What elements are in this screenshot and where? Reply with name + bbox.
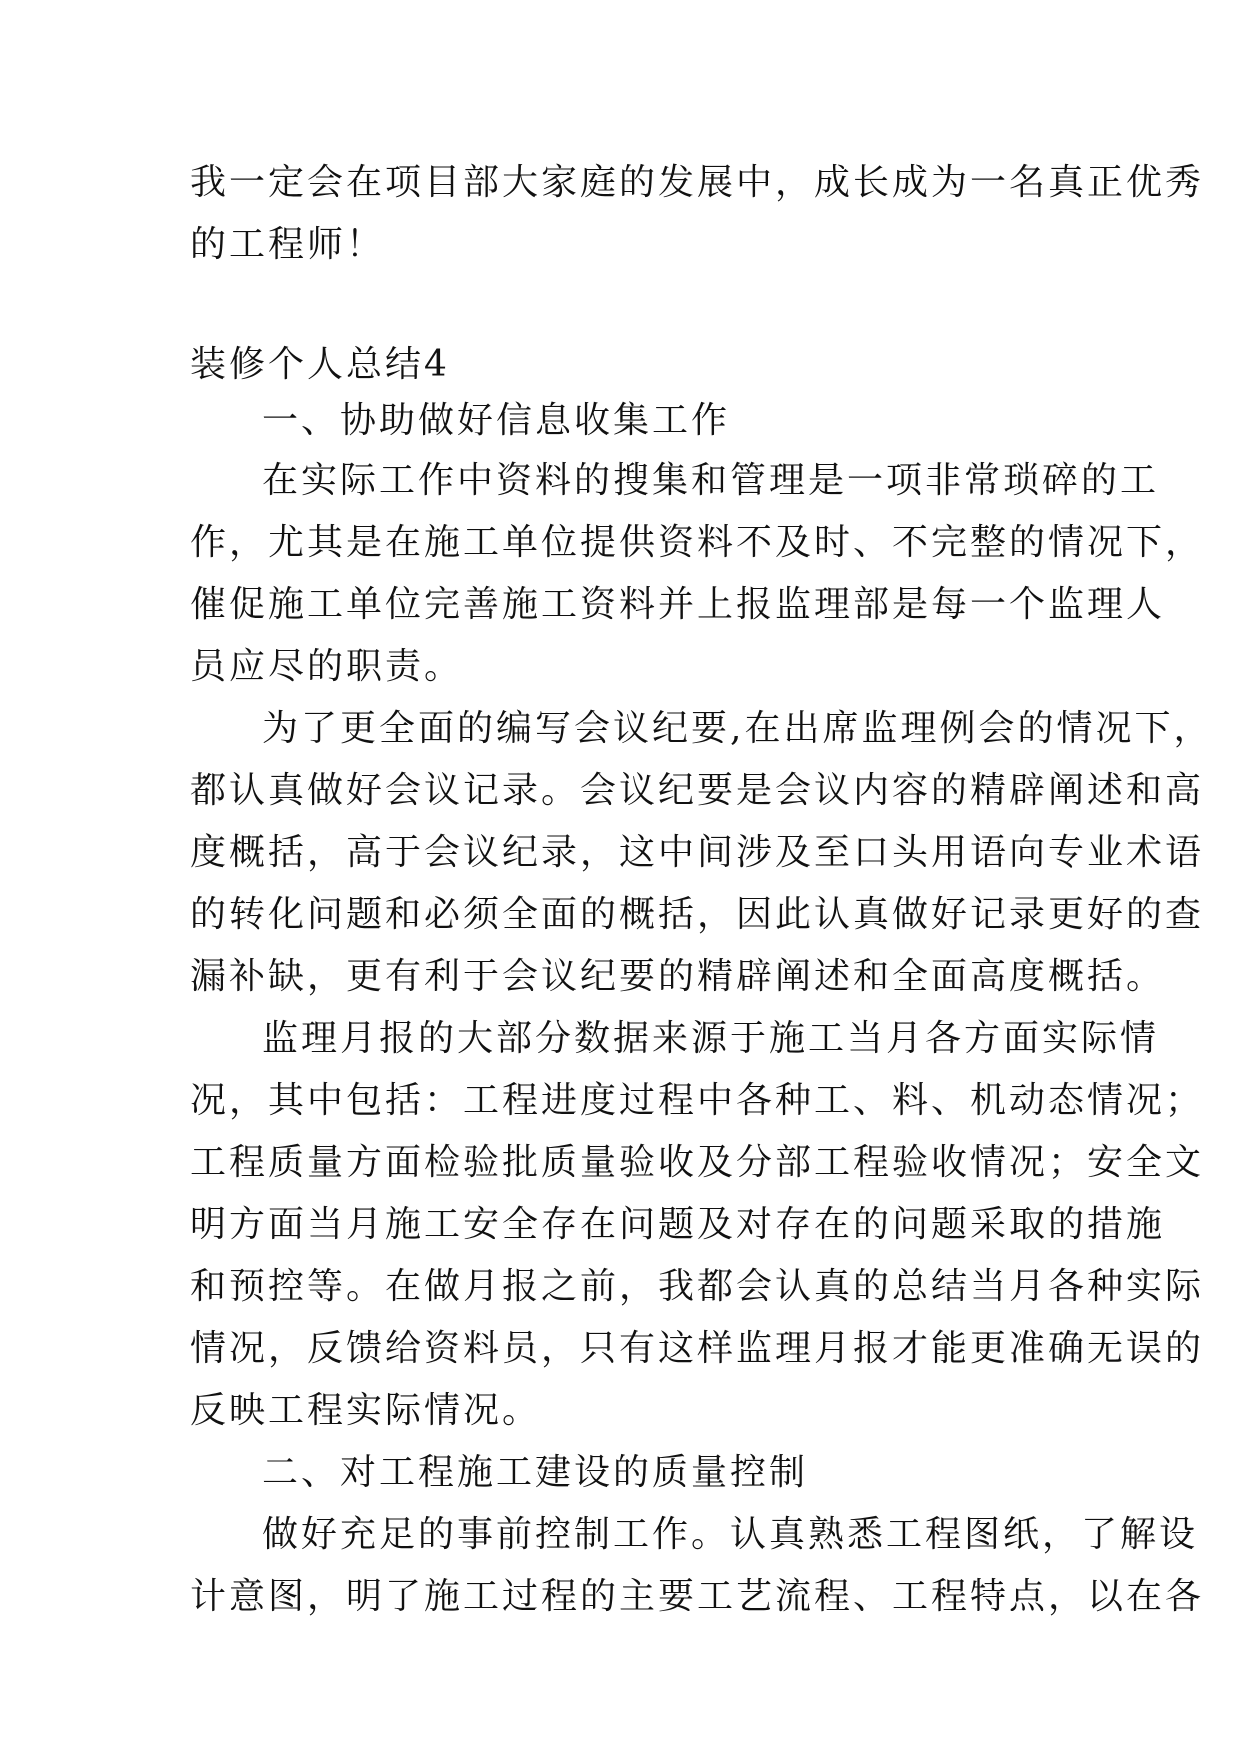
text-line: 计意图，明了施工过程的主要工艺流程、工程特点，以在各 bbox=[190, 1576, 1205, 1617]
text-line: 的工程师！ bbox=[190, 224, 386, 265]
paragraph-2 bbox=[190, 698, 1213, 1008]
text-line: 做好充足的事前控制工作。认真熟悉工程图纸，了解设 bbox=[262, 1514, 1199, 1555]
text-line: 度概括，高于会议纪录，这中间涉及至口头用语向专业术语 bbox=[190, 832, 1205, 873]
text-line: 员应尽的职责。 bbox=[190, 646, 464, 687]
text-line: 和预控等。在做月报之前，我都会认真的总结当月各种实际 bbox=[190, 1266, 1205, 1307]
text-line: 反映工程实际情况。 bbox=[190, 1390, 542, 1431]
paragraph-4 bbox=[190, 1504, 1205, 1628]
paragraph-1 bbox=[190, 450, 1205, 698]
text-line: 催促施工单位完善施工资料并上报监理部是每一个监理人 bbox=[190, 584, 1166, 625]
text-line: 况，其中包括：工程进度过程中各种工、料、机动态情况； bbox=[190, 1080, 1205, 1121]
text-line: 漏补缺，更有利于会议纪要的精辟阐述和全面高度概括。 bbox=[190, 956, 1166, 997]
text-line: 作，尤其是在施工单位提供资料不及时、不完整的情况下， bbox=[190, 522, 1205, 563]
text-line: 明方面当月施工安全存在问题及对存在的问题采取的措施 bbox=[190, 1204, 1166, 1245]
text-line: 在实际工作中资料的搜集和管理是一项非常琐碎的工 bbox=[262, 460, 1160, 501]
text-line: 都认真做好会议记录。会议纪要是会议内容的精辟阐述和高 bbox=[190, 770, 1205, 811]
paragraph-3 bbox=[190, 1008, 1205, 1442]
text-line: 为了更全面的编写会议纪要,在出席监理例会的情况下， bbox=[262, 708, 1213, 749]
section-title: 装修个人总结4 bbox=[190, 344, 450, 385]
text-line: 监理月报的大部分数据来源于施工当月各方面实际情 bbox=[262, 1018, 1160, 1059]
text-line: 工程质量方面检验批质量验收及分部工程验收情况；安全文 bbox=[190, 1142, 1205, 1183]
text-line: 的转化问题和必须全面的概括，因此认真做好记录更好的查 bbox=[190, 894, 1205, 935]
heading-2: 二、对工程施工建设的质量控制 bbox=[262, 1452, 809, 1493]
heading-1: 一、协助做好信息收集工作 bbox=[262, 400, 731, 441]
text-line: 情况，反馈给资料员，只有这样监理月报才能更准确无误的 bbox=[190, 1328, 1205, 1369]
carryover-paragraph bbox=[190, 152, 1205, 276]
text-line: 我一定会在项目部大家庭的发展中，成长成为一名真正优秀 bbox=[190, 162, 1205, 203]
